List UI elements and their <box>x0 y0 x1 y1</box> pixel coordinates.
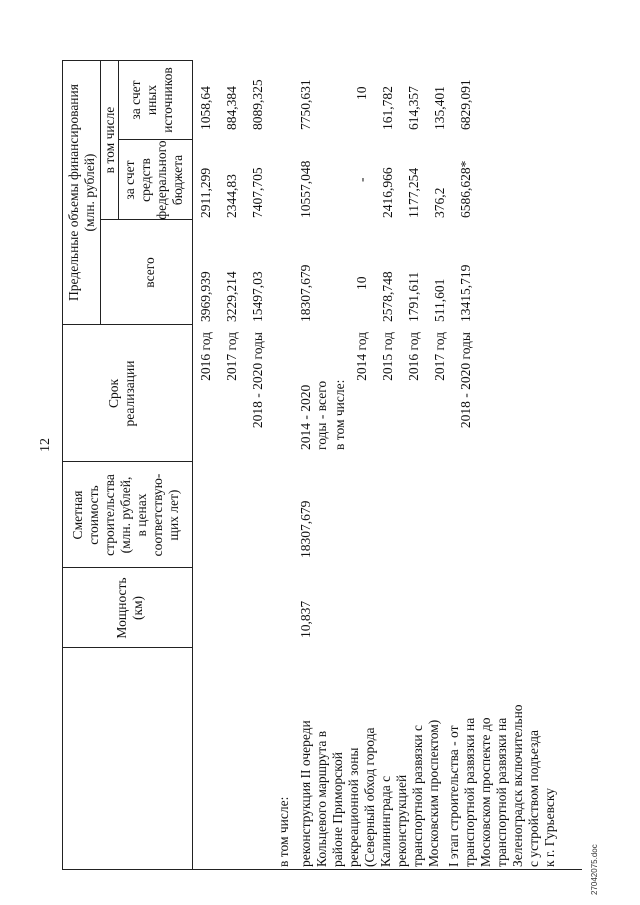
row-other-2017: 884,384 <box>224 86 239 130</box>
page-number: 12 <box>38 438 53 452</box>
row-period-2018-2020: 2018 - 2020 годы <box>250 332 265 429</box>
header-bottom-border <box>192 60 193 870</box>
row-federal-2016: 2911,299 <box>198 167 213 218</box>
sub-other-2015: 161,782 <box>380 86 395 130</box>
header-federal: за счет средств федерального бюджета <box>122 140 185 220</box>
rotated-table <box>62 60 582 870</box>
stage-total: 13415,719 <box>458 264 473 322</box>
row-total-2016: 3969,939 <box>198 271 213 322</box>
row-period-2016: 2016 год <box>198 332 213 381</box>
sub-period-2017: 2017 год <box>432 332 447 381</box>
sub-other-2016: 614,357 <box>406 86 421 130</box>
sub-other-2017: 135,401 <box>432 86 447 130</box>
project-total: 18307,679 <box>298 264 313 322</box>
project-federal: 10557,048 <box>298 160 313 218</box>
stage-other: 6829,091 <box>458 79 473 130</box>
row-total-2017: 3229,214 <box>224 271 239 322</box>
sub-federal-2014: - <box>354 177 369 182</box>
row-period-2017: 2017 год <box>224 332 239 381</box>
sub-period-2015: 2015 год <box>380 332 395 381</box>
funding-sub-border <box>100 60 101 325</box>
table-left-border <box>62 869 582 870</box>
header-other: за счет иных источников <box>128 67 175 133</box>
project-name: реконструкция II очереди Кольцевого маршрута в районе Приморской рекреационной зоны (Северный обход города Калининграда с реконструкцией транспортной развязки с Московским проспектом) <box>298 719 441 867</box>
header-period: Срок реализации <box>106 360 137 427</box>
row-total-2018-2020: 15497,03 <box>250 271 265 322</box>
sub-period-2014: 2014 год <box>354 332 369 381</box>
row-other-2016: 1058,64 <box>198 86 213 130</box>
row-other-2018-2020: 8089,325 <box>250 79 265 130</box>
project-other: 7750,631 <box>298 79 313 130</box>
sub-other-2014: 10 <box>354 86 369 100</box>
stage-name: I этап строительства - от транспортной развязки на Московском проспекте до транспортной развязки на Зеленоградск включительно с устройством подъезда к г. Гурьевску <box>446 704 557 867</box>
header-cost: Сметная стоимость строительства (млн. рублей, в ценах соответствую- щих лет) <box>70 473 181 557</box>
row-federal-2017: 2344,83 <box>224 174 239 218</box>
sub-federal-2015: 2416,966 <box>380 167 395 218</box>
sub-total-2015: 2578,748 <box>380 271 395 322</box>
header-total: всего <box>142 257 157 288</box>
header-capacity: Мощность (км) <box>114 577 145 639</box>
sub-total-2014: 10 <box>354 276 369 290</box>
stage-period: 2018 - 2020 годы <box>458 332 473 429</box>
header-including: в том числе <box>102 106 117 174</box>
sub-total-2017: 511,601 <box>432 278 447 322</box>
including-label-2: в том числе: <box>332 379 347 450</box>
sub-total-2016: 1791,611 <box>406 271 421 322</box>
file-footer: 27042075.doc <box>590 844 599 895</box>
including-label: в том числе: <box>276 796 291 867</box>
row-federal-2018-2020: 7407,705 <box>250 167 265 218</box>
project-period: 2014 - 2020 годы - всего <box>298 380 329 450</box>
project-capacity: 10,837 <box>298 600 313 638</box>
table-top-border <box>62 60 63 870</box>
stage-federal: 6586,628* <box>458 160 473 218</box>
sub-federal-2017: 376,2 <box>432 187 447 218</box>
including-sub-border <box>118 60 119 220</box>
project-cost: 18307,679 <box>298 500 313 558</box>
sub-period-2016: 2016 год <box>406 332 421 381</box>
header-funding: Предельные объемы финансирования (млн. рублей) <box>66 84 97 301</box>
sub-federal-2016: 1177,254 <box>406 167 421 218</box>
